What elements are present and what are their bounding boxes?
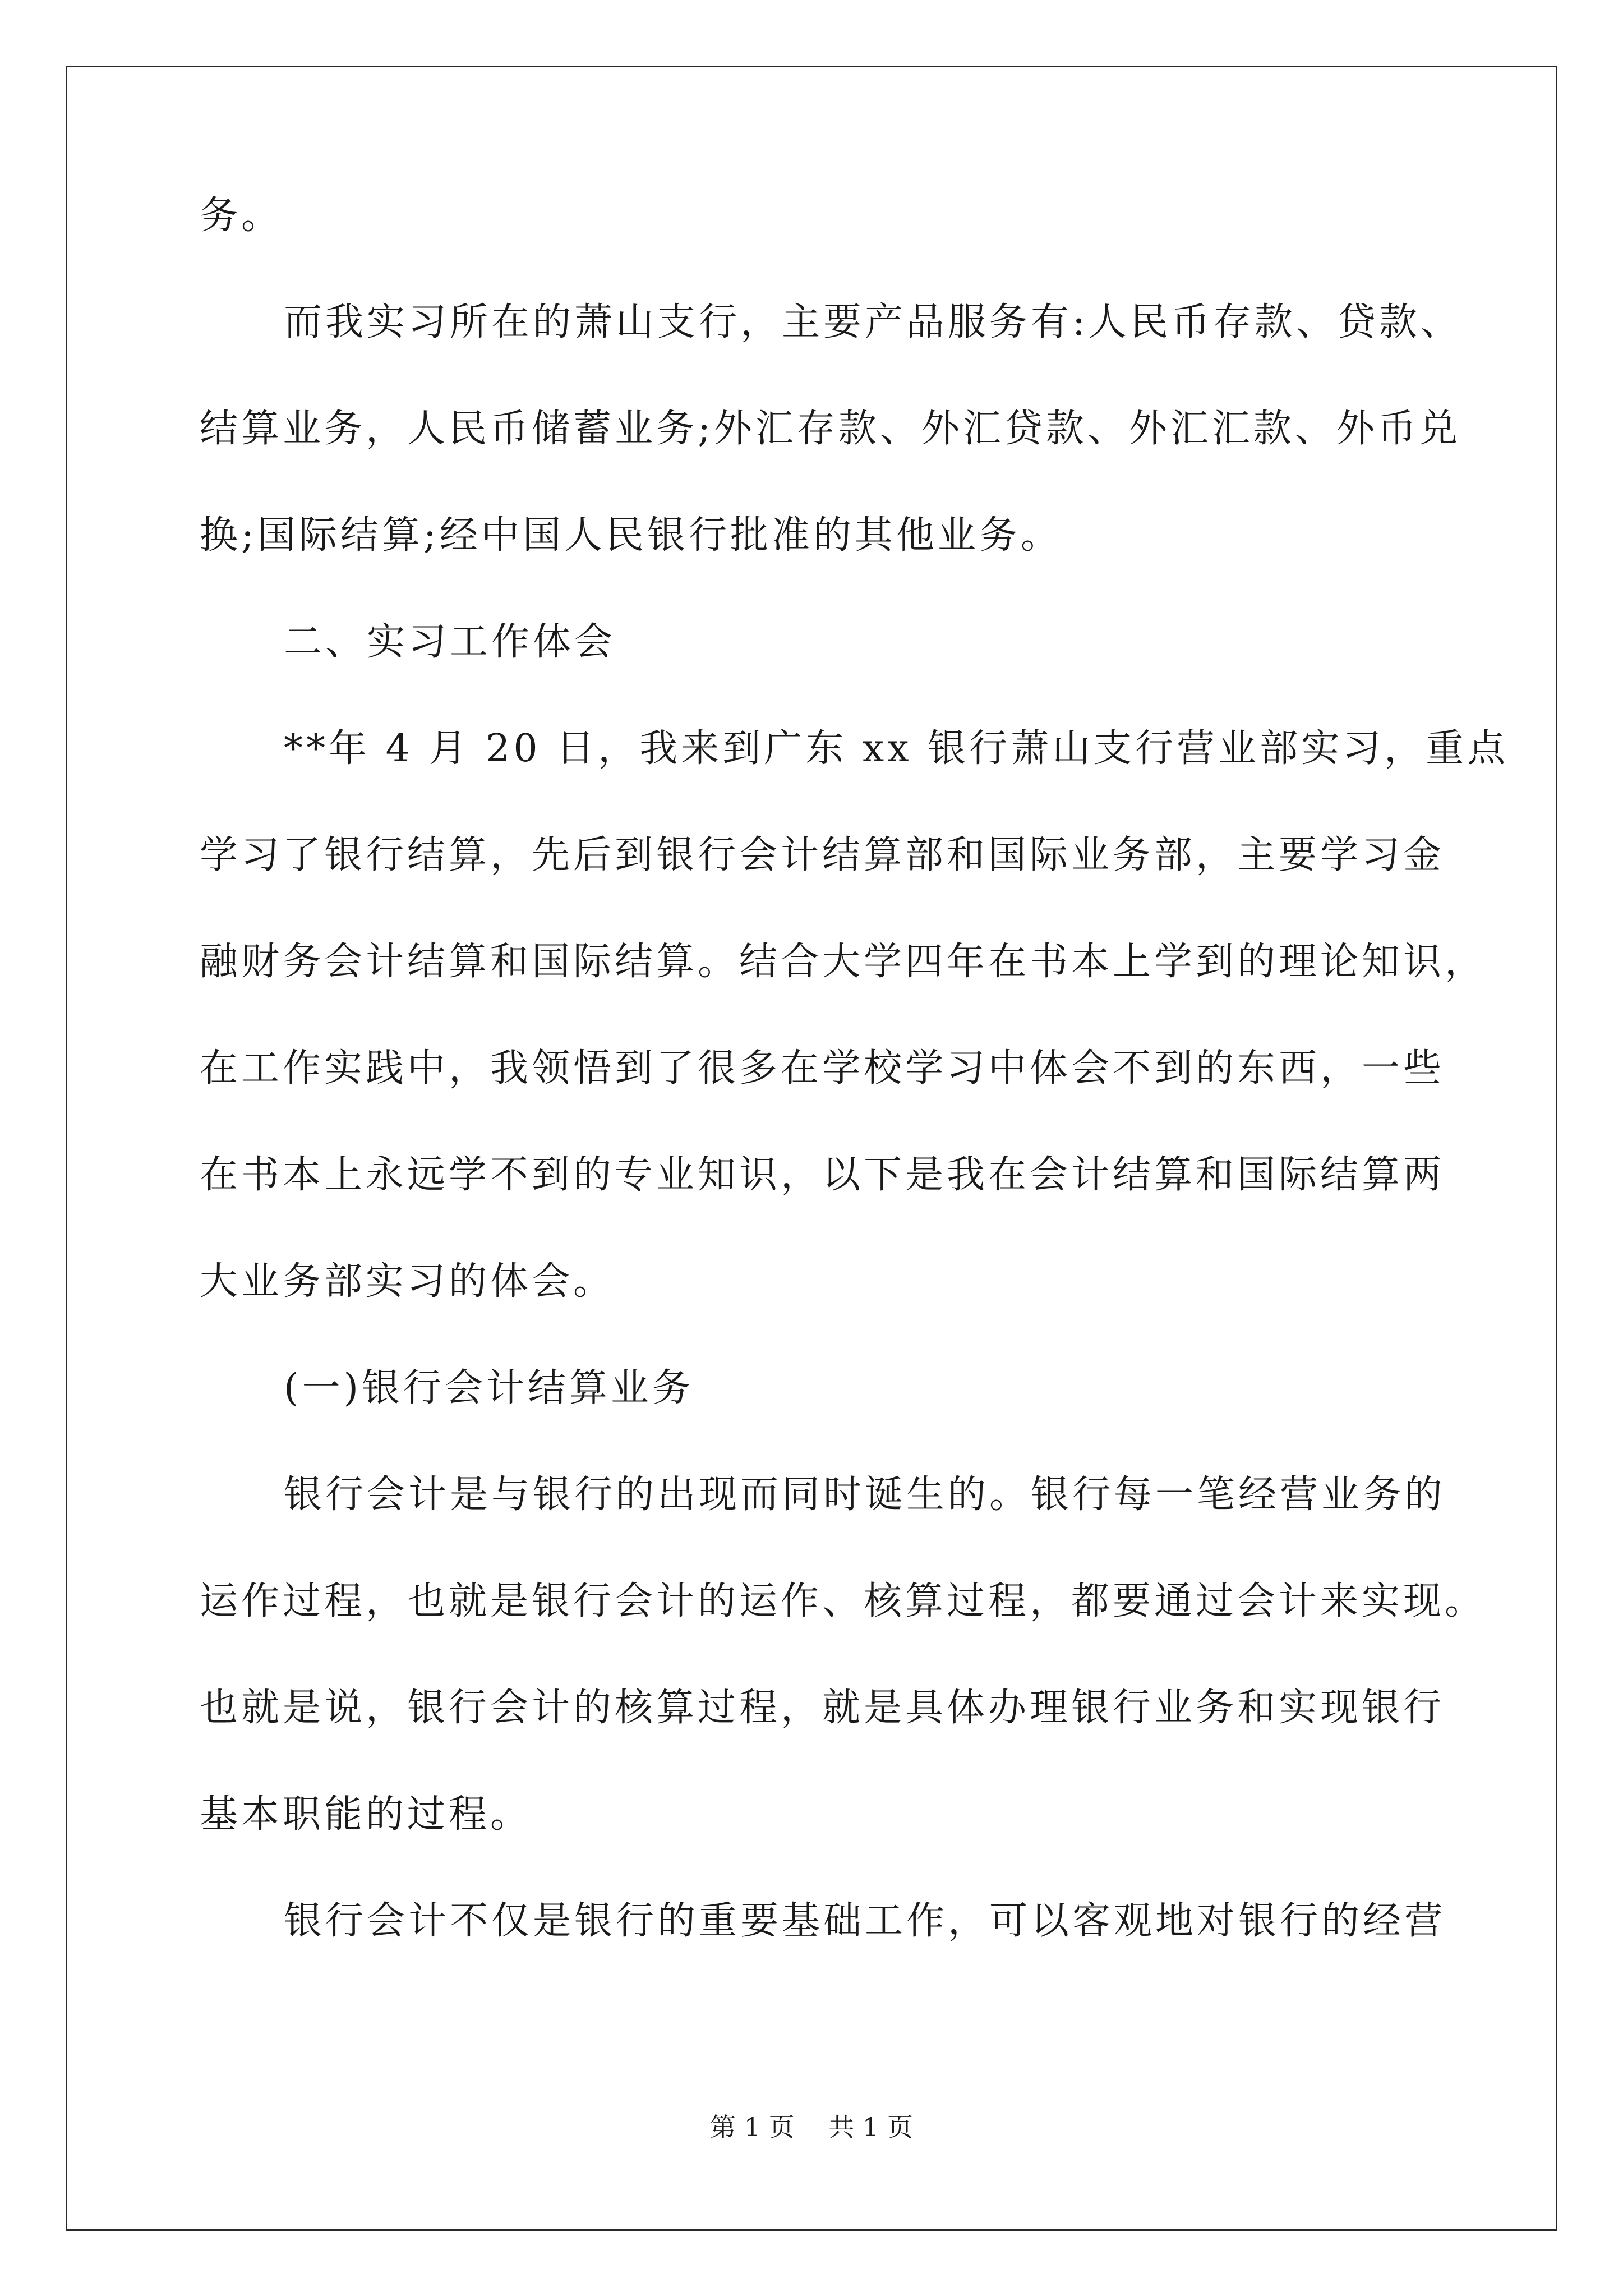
text-line: 运作过程，也就是银行会计的运作、核算过程，都要通过会计来实现。 bbox=[200, 1579, 1487, 1623]
text-line: 融财务会计结算和国际结算。结合大学四年在书本上学到的理论知识， bbox=[200, 940, 1487, 984]
text-line: 基本职能的过程。 bbox=[200, 1792, 532, 1837]
text-line: 学习了银行结算，先后到银行会计结算部和国际业务部，主要学习金 bbox=[200, 833, 1445, 877]
text-line: **年 4 月 20 日，我来到广东 xx 银行萧山支行营业部实习，重点 bbox=[284, 726, 1509, 771]
text-line: 换;国际结算;经中国人民银行批准的其他业务。 bbox=[200, 513, 1062, 558]
section-heading: 二、实习工作体会 bbox=[284, 620, 616, 664]
page-total: 共 1 页 bbox=[828, 2112, 913, 2142]
text-line: 银行会计是与银行的出现而同时诞生的。银行每一笔经营业务的 bbox=[284, 1473, 1446, 1517]
text-line: 也就是说，银行会计的核算过程，就是具体办理银行业务和实现银行 bbox=[200, 1686, 1445, 1730]
text-line: 务。 bbox=[200, 194, 283, 238]
page-footer bbox=[0, 2111, 1623, 2143]
text-line: 大业务部实习的体会。 bbox=[200, 1259, 615, 1304]
text-line: 在书本上永远学不到的专业知识，以下是我在会计结算和国际结算两 bbox=[200, 1153, 1445, 1197]
subsection-heading: (一)银行会计结算业务 bbox=[284, 1366, 694, 1410]
text-line: 银行会计不仅是银行的重要基础工作，可以客观地对银行的经营 bbox=[284, 1899, 1446, 1943]
text-line: 而我实习所在的萧山支行，主要产品服务有:人民币存款、贷款、 bbox=[284, 300, 1462, 344]
text-line: 在工作实践中，我领悟到了很多在学校学习中体会不到的东西，一些 bbox=[200, 1046, 1445, 1091]
page-number: 第 1 页 bbox=[710, 2112, 795, 2142]
text-line: 结算业务，人民币储蓄业务;外汇存款、外汇贷款、外汇汇款、外币兑 bbox=[200, 407, 1461, 451]
